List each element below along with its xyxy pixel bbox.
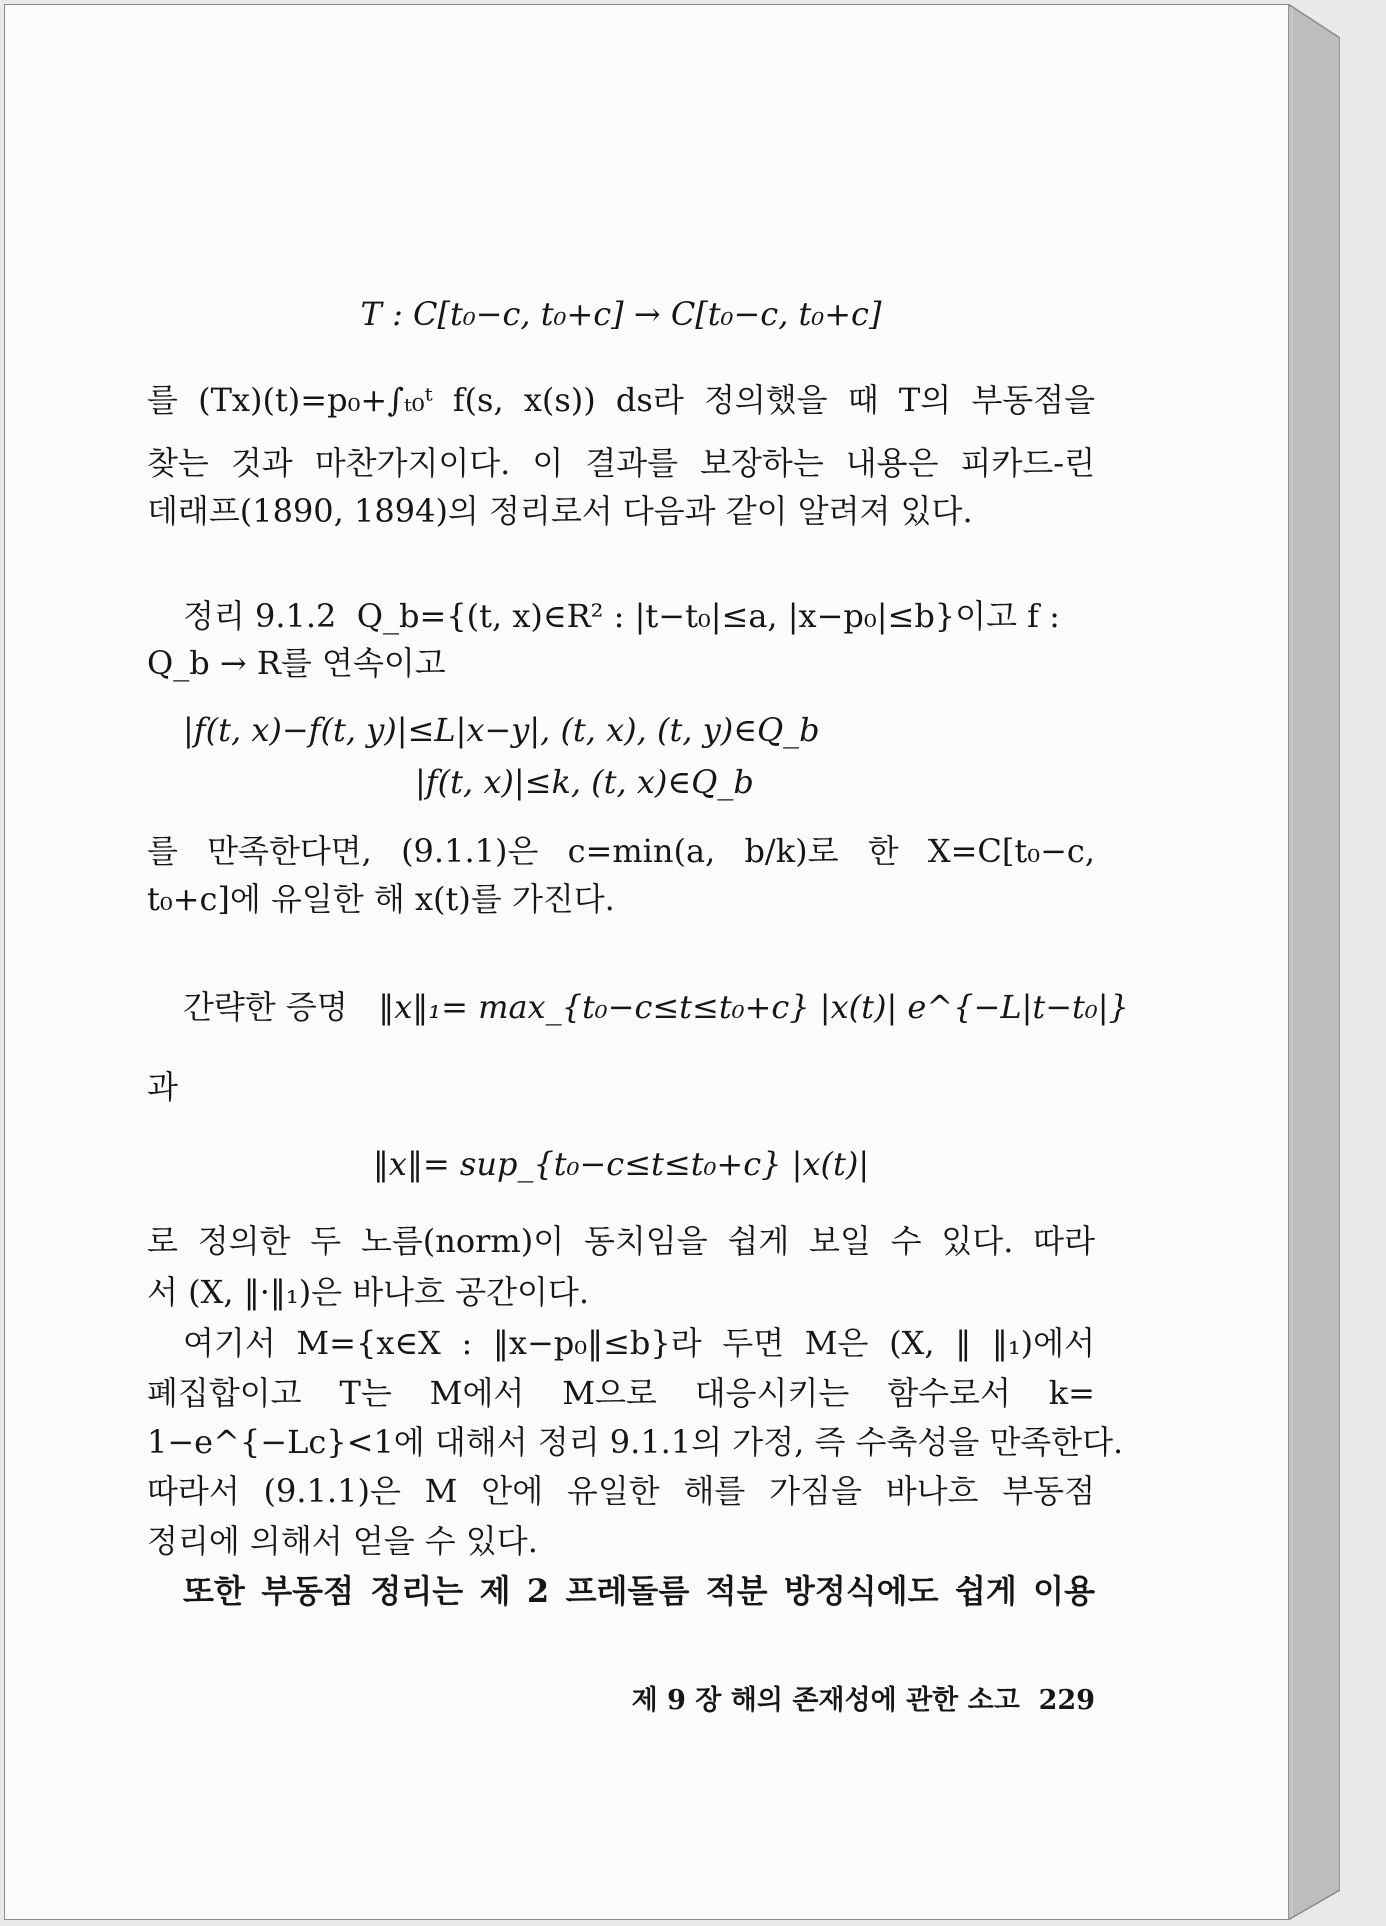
text-line: 1−e^{−Lc}<1에 대해서 정리 9.1.1의 가정, 즉 수축성을 만족한다. (147, 1423, 1124, 1461)
text-line: 정리에 의해서 얻을 수 있다. (147, 1522, 538, 1560)
norm-sup-definition: ‖x‖= sup_{t₀−c≤t≤t₀+c} |x(t)| (372, 1145, 870, 1183)
text-line: 서 (X, ‖·‖₁)은 바나흐 공간이다. (147, 1273, 589, 1311)
theorem-conclusion: t₀+c]에 유일한 해 x(t)를 가진다. (147, 880, 615, 918)
theorem-conclusion: 를 만족한다면, (9.1.1)은 c=min(a, b/k)로 한 X=C[t₀−c, (147, 832, 1095, 870)
proof-heading (183, 985, 1129, 1029)
text-line: 데래프(1890, 1894)의 정리로서 다음과 같이 알려져 있다. (147, 492, 973, 530)
page-footer (575, 1678, 1095, 1717)
text-line: 로 정의한 두 노름(norm)이 동치임을 쉽게 보일 수 있다. 따라 (147, 1222, 1095, 1260)
text-line: 찾는 것과 마찬가지이다. 이 결과를 보장하는 내용은 피카드-린 (147, 444, 1095, 482)
proof-label: 간략한 증명 (183, 988, 348, 1026)
book-page (4, 4, 1290, 1920)
text-line: 여기서 M={x∈X : ‖x−p₀‖≤b}라 두면 M은 (X, ‖ ‖₁)에서 (183, 1324, 1095, 1362)
book-page-edge (1288, 4, 1340, 1920)
theorem-line: Q_b → R를 연속이고 (147, 644, 446, 682)
theorem-equation: |f(t, x)−f(t, y)|≤L|x−y|, (t, x), (t, y)∈Q_b (183, 711, 820, 749)
text-line: 따라서 (9.1.1)은 M 안에 유일한 해를 가짐을 바나흐 부동점 (147, 1472, 1095, 1510)
chapter-title: 제 9 장 해의 존재성에 관한 소고 (631, 1685, 1020, 1716)
theorem-heading (183, 594, 1095, 638)
theorem-equation: |f(t, x)|≤k, (t, x)∈Q_b (415, 763, 754, 801)
theorem-statement: Q_b={(t, x)∈R² : |t−t₀|≤a, |x−p₀|≤b}이고 f : (356, 597, 1060, 635)
text-line: 과 (147, 1068, 178, 1106)
norm-one-definition: ‖x‖₁= max_{t₀−c≤t≤t₀+c} |x(t)| e^{−L|t−t₀|} (378, 988, 1129, 1026)
text-line: 폐집합이고 T는 M에서 M으로 대응시키는 함수로서 k= (147, 1374, 1095, 1412)
display-equation-map: T : C[t₀−c, t₀+c] → C[t₀−c, t₀+c] (360, 295, 882, 333)
text-line: 를 (Tx)(t)=p₀+∫ₜ₀ᵗ f(s, x(s)) ds라 정의했을 때 T의 부동점을 (147, 381, 1095, 419)
text-line: 또한 부동점 정리는 제 2 프레돌름 적분 방정식에도 쉽게 이용 (183, 1572, 1095, 1610)
theorem-label: 정리 9.1.2 (183, 597, 337, 635)
page-number: 229 (1038, 1685, 1095, 1716)
